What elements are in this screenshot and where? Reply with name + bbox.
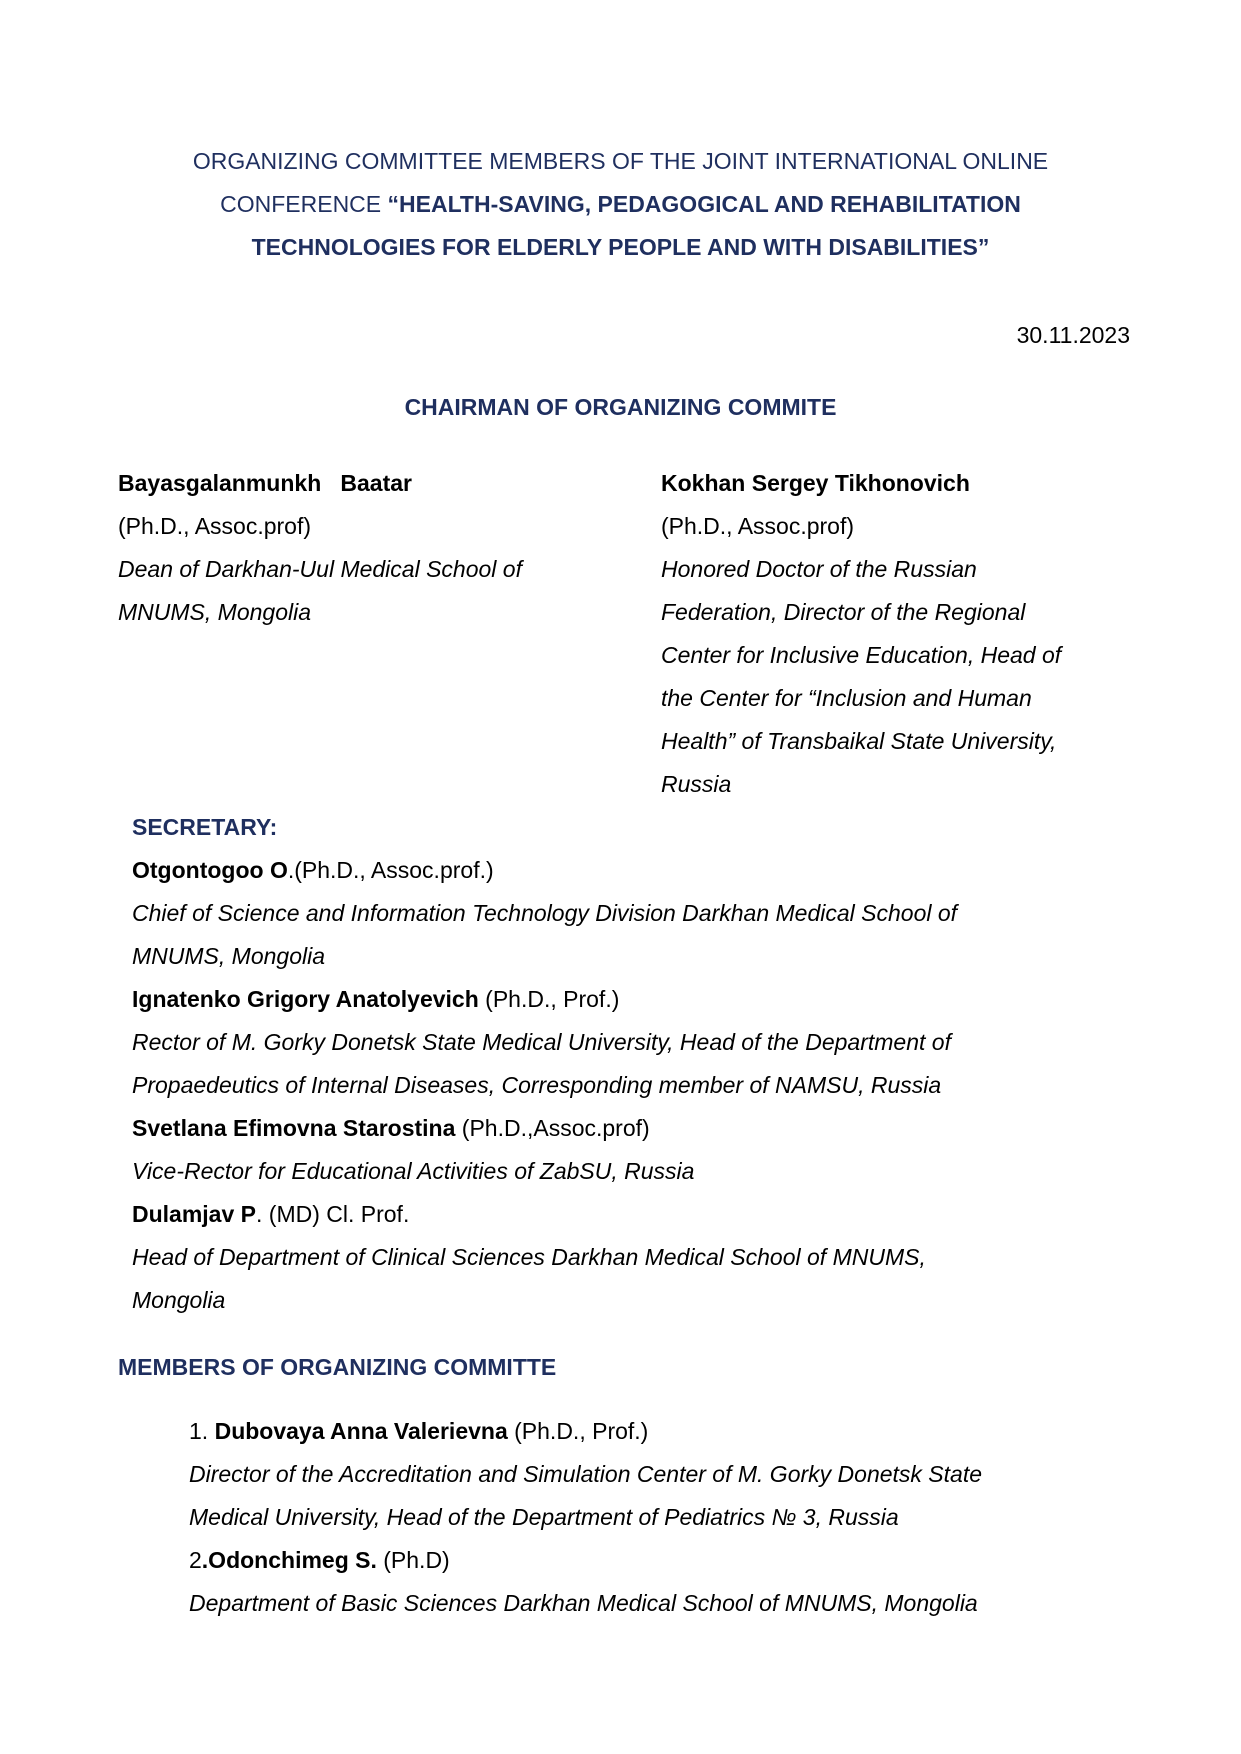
members-section xyxy=(189,1410,1069,1625)
person-name: Ignatenko Grigory Anatolyevich xyxy=(132,986,479,1012)
member-1 xyxy=(189,1410,1069,1453)
person-position: Medical University, Head of the Department of Pediatrics № 3, Russia xyxy=(189,1504,899,1530)
chairman-left-position-1: Dean of Darkhan-Uul Medical School of xyxy=(118,556,522,582)
conference-name-part-2: TECHNOLOGIES FOR ELDERLY PEOPLE AND WITH DISABILITIES” xyxy=(251,234,990,260)
person-position: Mongolia xyxy=(132,1287,226,1313)
conference-name-part-1: “HEALTH-SAVING, PEDAGOGICAL AND REHABILITATION xyxy=(387,191,1021,217)
secretary-heading: SECRETARY: xyxy=(132,814,278,840)
chairman-heading: CHAIRMAN OF ORGANIZING COMMITE xyxy=(404,394,837,420)
document-date: 30.11.2023 xyxy=(1016,322,1130,348)
chairman-right-position-5: Health” of Transbaikal State University, xyxy=(661,728,1057,754)
members-heading: MEMBERS OF ORGANIZING COMMITTE xyxy=(118,1354,557,1380)
chairman-right-position-1: Honored Doctor of the Russian xyxy=(661,556,977,582)
secretary-section xyxy=(132,806,1052,1322)
person-degree: . (MD) Cl. Prof. xyxy=(256,1201,410,1227)
secretary-person-3 xyxy=(132,1107,1052,1150)
document-title xyxy=(120,140,1121,269)
person-name: Dubovaya Anna Valerievna xyxy=(214,1418,508,1444)
person-degree: (Ph.D., Prof.) xyxy=(478,986,620,1012)
person-position: Head of Department of Clinical Sciences Darkhan Medical School of MNUMS, xyxy=(132,1244,926,1270)
member-number: 2 xyxy=(189,1547,202,1573)
person-degree: (Ph.D.,Assoc.prof) xyxy=(455,1115,650,1141)
person-position: Chief of Science and Information Technology Division Darkhan Medical School of xyxy=(132,900,958,926)
secretary-person-1 xyxy=(132,849,1052,892)
person-position: Vice-Rector for Educational Activities of ZabSU, Russia xyxy=(132,1158,695,1184)
chairman-right-position-6: Russia xyxy=(661,771,732,797)
member-2 xyxy=(189,1539,1069,1582)
chairman-left-name: Bayasgalanmunkh Baatar xyxy=(118,470,413,496)
chairman-right-name: Kokhan Sergey Tikhonovich xyxy=(661,470,970,496)
person-position: Rector of M. Gorky Donetsk State Medical University, Head of the Department of xyxy=(132,1029,951,1055)
person-position: Propaedeutics of Internal Diseases, Corresponding member of NAMSU, Russia xyxy=(132,1072,942,1098)
person-name: Dulamjav P xyxy=(132,1201,256,1227)
title-line-1: ORGANIZING COMMITTEE MEMBERS OF THE JOINT INTERNATIONAL ONLINE xyxy=(192,148,1049,174)
person-position: MNUMS, Mongolia xyxy=(132,943,325,969)
person-name: Svetlana Efimovna Starostina xyxy=(132,1115,456,1141)
title-line-2 xyxy=(120,183,1121,226)
person-name: Otgontogoo O xyxy=(132,857,288,883)
person-name: .Odonchimeg S. xyxy=(201,1547,377,1573)
person-position: Director of the Accreditation and Simulation Center of M. Gorky Donetsk State xyxy=(189,1461,983,1487)
member-number: 1. xyxy=(189,1418,215,1444)
chairman-right-position-2: Federation, Director of the Regional xyxy=(661,599,1026,625)
chairman-right-position-4: the Center for “Inclusion and Human xyxy=(661,685,1032,711)
chairman-left-position-2: MNUMS, Mongolia xyxy=(118,599,311,625)
chairman-left xyxy=(118,462,588,634)
chairman-right-position-3: Center for Inclusive Education, Head of xyxy=(661,642,1062,668)
chairman-right xyxy=(661,462,1131,806)
secretary-person-2 xyxy=(132,978,1052,1021)
title-prefix: CONFERENCE xyxy=(220,191,388,217)
person-degree: (Ph.D., Prof.) xyxy=(507,1418,649,1444)
secretary-person-4 xyxy=(132,1193,1052,1236)
person-position: Department of Basic Sciences Darkhan Medical School of MNUMS, Mongolia xyxy=(189,1590,978,1616)
person-degree: .(Ph.D., Assoc.prof.) xyxy=(287,857,494,883)
person-degree: (Ph.D) xyxy=(376,1547,450,1573)
chairman-right-degree: (Ph.D., Assoc.prof) xyxy=(661,513,855,539)
chairman-left-degree: (Ph.D., Assoc.prof) xyxy=(118,513,312,539)
